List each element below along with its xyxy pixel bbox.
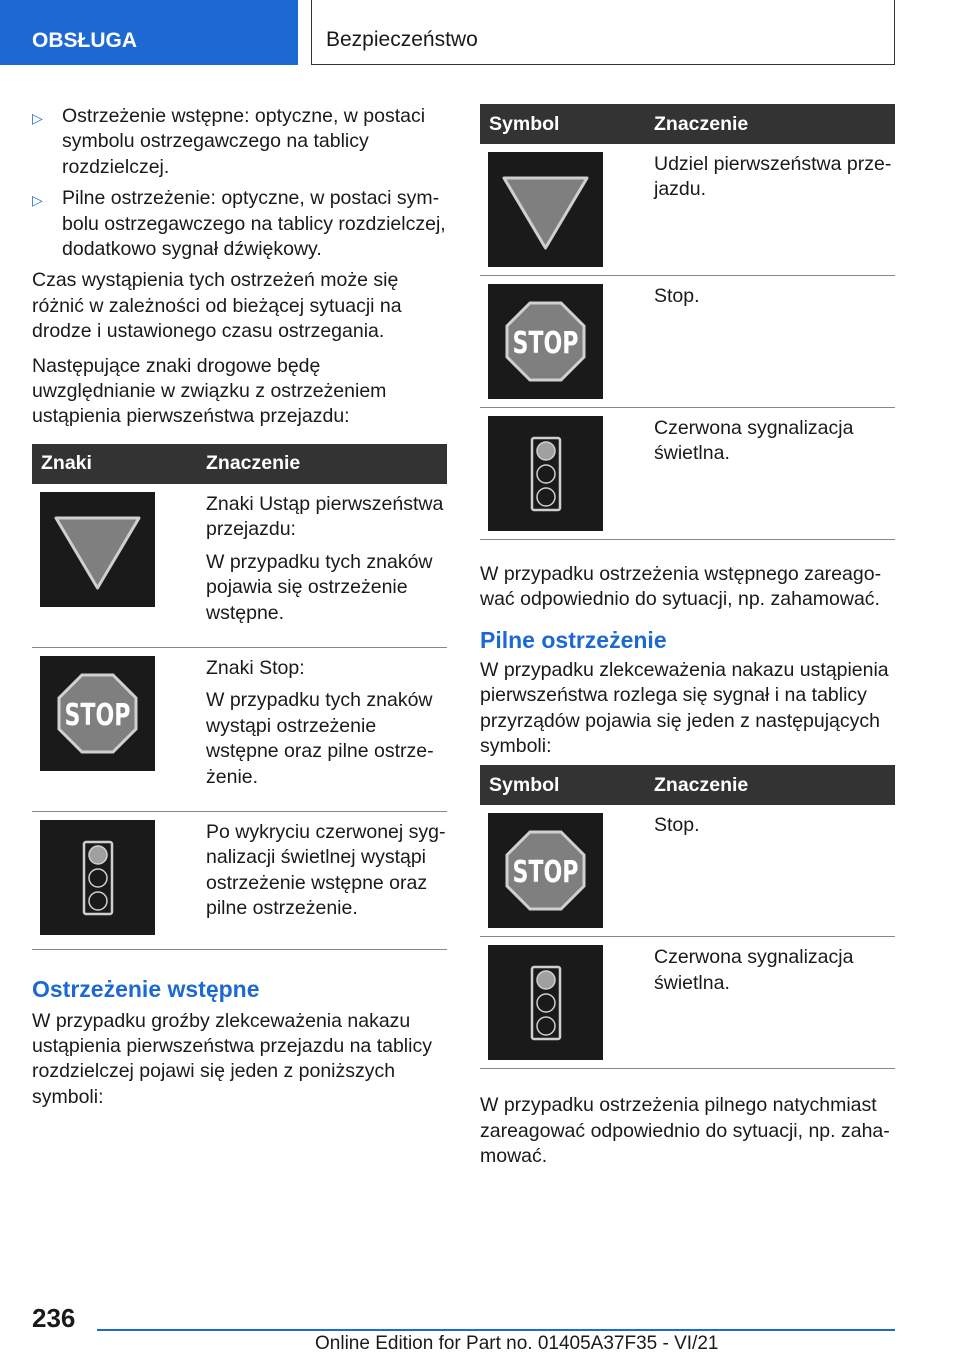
table-cell-text: W przypadku tych znaków pojawia się ostrzeżenie wstępne. [206, 550, 433, 624]
right-column [480, 104, 895, 1179]
paragraph: Czas wystąpienia tych ostrzeżeń może się różnić w zależności od bieżącej sytuacji na drodze i ustawionego czasu ostrzegania. [32, 269, 402, 343]
yield-sign-icon [488, 152, 603, 267]
yield-sign-icon [40, 492, 155, 607]
bullet-text: Ostrzeżenie wstępne: optyczne, w postaci symbolu ostrzegawczego na tablicy rozdzielczej. [62, 105, 426, 178]
table-row [32, 811, 447, 949]
table-header-row [32, 444, 447, 484]
column-header: Symbol [480, 765, 654, 805]
traffic-light-icon [40, 820, 155, 935]
column-header: Znaczenie [654, 765, 895, 805]
paragraph: Następujące znaki drogowe będę uwzględnianie w związku z ostrzeżeniem ustąpienia pierwszeństwa przejazdu: [32, 354, 387, 428]
stop-sign-icon [488, 813, 603, 928]
footer-divider [97, 1329, 895, 1331]
page-title: Bezpieczeństwo [311, 0, 895, 65]
symbols-table-pre-warning [480, 104, 895, 540]
left-column [32, 104, 447, 1119]
table-cell-text: Znaki Ustąp pierwszeństwa przejazdu: [206, 492, 444, 541]
table-row [480, 276, 895, 408]
table-cell-text: W przypadku tych znaków wystąpi ostrzeżenie wstępne oraz pilne ostrzeżenie. [206, 689, 434, 788]
column-header: Symbol [480, 104, 654, 144]
table-row [480, 408, 895, 540]
page-number: 236 [32, 1303, 76, 1333]
symbols-table-urgent-warning [480, 765, 895, 1069]
triangle-bullet-icon: ▷ [32, 192, 43, 209]
table-row [480, 805, 895, 937]
stop-sign-icon [488, 284, 603, 399]
table-cell-text: Czerwona sygnalizacja świetlna. [654, 417, 854, 465]
signs-table [32, 444, 447, 950]
paragraph: W przypadku groźby zlekceważenia nakazu ustąpienia pierwszeństwa przejazdu na tablicy rozdzielczej pojawi się jeden z poniższych symboli: [32, 1009, 432, 1108]
paragraph: W przypadku zlekceważenia nakazu ustąpienia pierwszeństwa rozlega się sygnał i na tablicy przyrządów pojawia się jeden z następujących symboli: [480, 658, 889, 758]
traffic-light-icon [488, 945, 603, 1060]
bullet-text: Pilne ostrzeżenie: optyczne, w postaci symbolu ostrzegawczego na tablicy rozdzielczej, dodatkowo sygnał dźwiękowy. [62, 187, 446, 261]
table-cell-text: Po wykryciu czerwonej sygnalizacji świetlnej wystąpi ostrzeżenie wstępne oraz pilne ostrzeżenie. [206, 820, 446, 920]
section-heading: Ostrzeżenie wstępne [32, 975, 260, 1002]
table-header-row [480, 104, 895, 144]
paragraph: W przypadku ostrzeżenia wstępnego zareagować odpowiednio do sytuacji, np. zahamować. [480, 563, 882, 611]
column-header: Znaki [32, 444, 206, 484]
table-cell-text: Znaki Stop: [206, 656, 305, 679]
bullet-item [32, 104, 447, 180]
table-cell-text: Stop. [654, 285, 700, 307]
section-heading: Pilne ostrzeżenie [480, 626, 667, 653]
table-cell-text: Udziel pierwszeństwa przejazdu. [654, 153, 892, 201]
column-header: Znaczenie [654, 104, 895, 144]
table-cell-text: Czerwona sygnalizacja świetlna. [654, 946, 854, 994]
table-row [32, 647, 447, 811]
bullet-item [32, 186, 447, 262]
stop-sign-icon [40, 656, 155, 771]
table-header-row [480, 765, 895, 805]
section-tab: OBSŁUGA [0, 0, 298, 65]
paragraph: W przypadku ostrzeżenia pilnego natychmiast zareagować odpowiednio do sytuacji, np. zahamować. [480, 1094, 890, 1168]
traffic-light-icon [488, 416, 603, 531]
table-cell-text: Stop. [654, 814, 700, 837]
table-row [32, 484, 447, 648]
triangle-bullet-icon: ▷ [32, 110, 43, 126]
column-header: Znaczenie [206, 444, 447, 484]
footer-edition: Online Edition for Part no. 01405A37F35 - VI/21 [315, 1333, 719, 1354]
table-row [480, 144, 895, 276]
table-row [480, 937, 895, 1069]
